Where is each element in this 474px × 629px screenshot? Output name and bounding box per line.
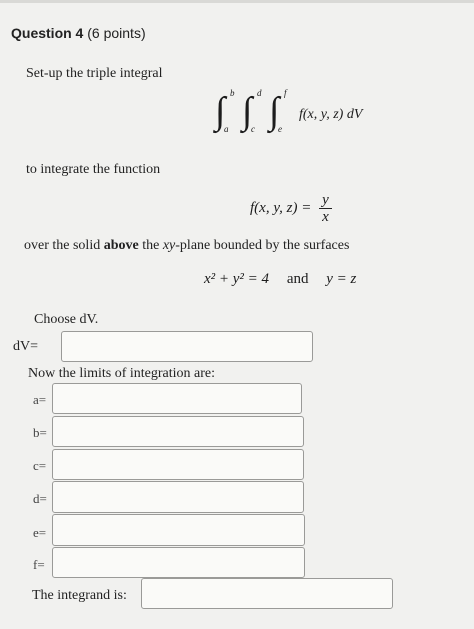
solid-text-bold: above [103,238,139,253]
solid-text-post: -plane bounded by the surfaces [175,238,350,253]
integrand-input[interactable] [141,578,393,609]
surface-conjunction: and [286,271,309,287]
integral-integrand: f(x, y, z) dV [299,107,363,122]
choose-dv-label: Choose dV. [34,312,99,327]
integral-inner [269,90,299,138]
upper-limit-d: d [257,88,262,98]
limit-a-input[interactable] [52,383,302,414]
limit-f-label: f= [33,557,45,572]
solid-text-pre: over the solid [24,238,101,253]
upper-limit-f: f [284,88,287,98]
fraction-denominator: x [322,209,329,225]
solid-text-italic: xy [162,238,176,253]
limit-f-input[interactable] [52,547,305,578]
prompt-integrate: to integrate the function [26,162,161,177]
limit-d-label: d= [33,491,47,506]
integral-sign: ∫ [242,90,253,132]
integral-outer [215,90,245,138]
integral-sign: ∫ [269,90,280,132]
dv-field-label: dV= [13,339,39,354]
top-divider [0,0,474,3]
limit-e-input[interactable] [52,514,305,546]
surface-plane: y = z [326,271,357,287]
function-lhs: f(x, y, z) = [250,199,312,216]
limit-d-input[interactable] [52,481,304,513]
prompt-setup: Set-up the triple integral [26,66,163,81]
prompt-solid [24,238,349,254]
function-definition [250,192,332,225]
solid-text-mid: the [142,238,160,253]
limit-c-input[interactable] [52,449,304,480]
fraction-numerator: y [319,192,332,209]
question-points: (6 points) [87,25,146,41]
integral-middle [242,90,272,138]
surface-cylinder: x² + y² = 4 [204,271,270,287]
lower-limit-c: c [251,124,255,134]
lower-limit-a: a [224,124,229,134]
integral-sign: ∫ [215,90,226,132]
triple-integral [215,90,415,138]
limit-a-label: a= [33,392,47,407]
limit-c-label: c= [33,458,47,473]
function-fraction [319,192,332,225]
question-title [11,25,146,41]
lower-limit-e: e [278,124,282,134]
dv-input[interactable] [61,331,313,362]
limit-e-label: e= [33,525,47,540]
question-number: Question 4 [11,25,84,41]
limit-b-label: b= [33,425,47,440]
surface-equations [204,271,356,288]
integrand-label: The integrand is: [32,588,127,603]
limit-b-input[interactable] [52,416,304,447]
upper-limit-b: b [230,88,235,98]
limits-heading: Now the limits of integration are: [28,366,216,381]
